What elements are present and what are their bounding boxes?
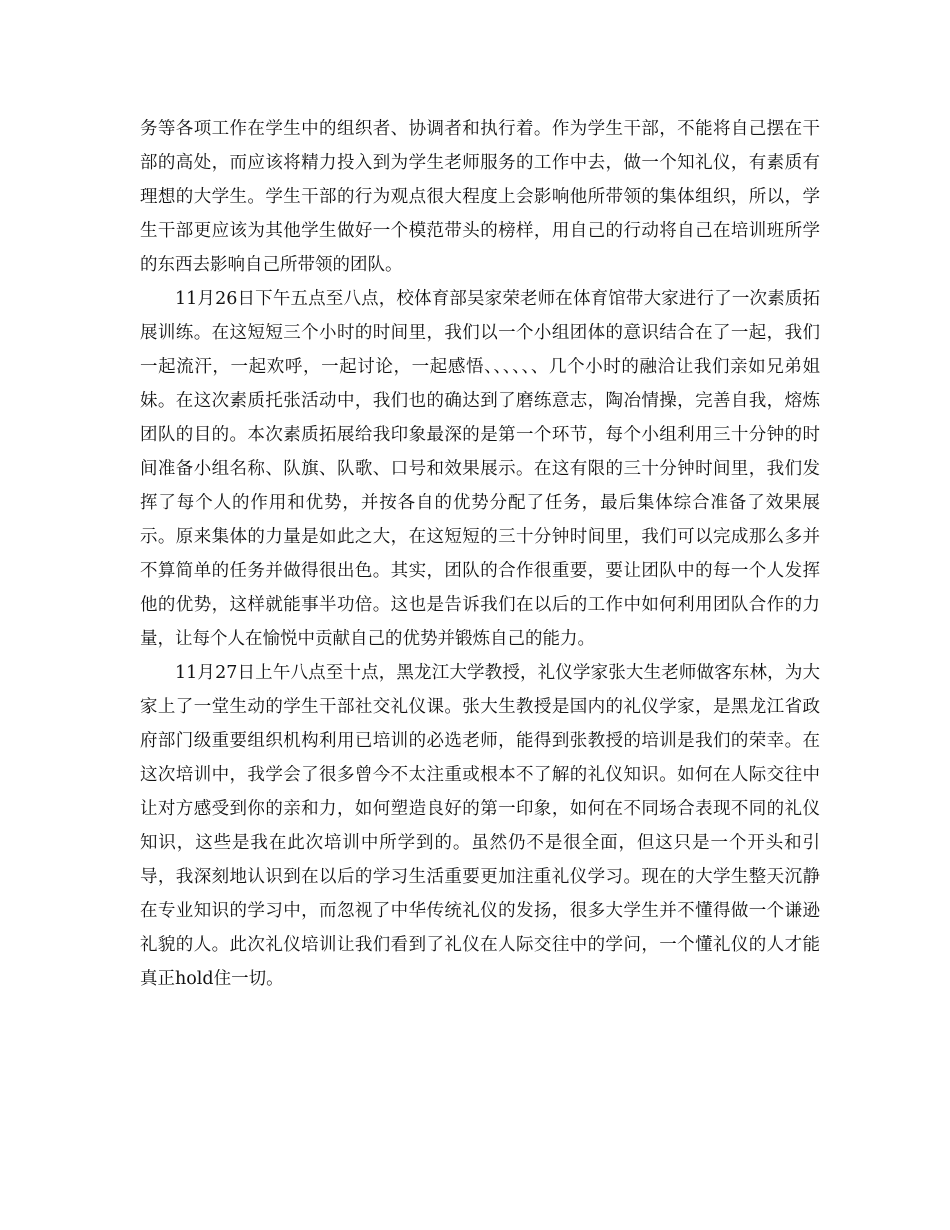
document-page bbox=[140, 112, 820, 996]
paragraph-team-training: 11月26日下午五点至八点，校体育部吴家荣老师在体育馆带大家进行了一次素质拓展训练。在这短短三个小时的时间里，我们以一个小组团体的意识结合在了一起，我们一起流汗，一起欢呼，一起讨论，一起感悟、、、、、、几个小时的融洽让我们亲如兄弟姐妹。在这次素质托张活动中，我们也的确达到了磨练意志，陶冶情操，完善自我，熔炼团队的目的。本次素质拓展给我印象最深的是第一个环节，每个小组利用三十分钟的时间准备小组名称、队旗、队歌、口号和效果展示。在这有限的三十分钟时间里，我们发挥了每个人的作用和优势，并按各自的优势分配了任务，最后集体综合准备了效果展示。原来集体的力量是如此之大，在这短短的三十分钟时间里，我们可以完成那么多并不算简单的任务并做得很出色。其实，团队的合作很重要，要让团队中的每一个人发挥他的优势，这样就能事半功倍。这也是告诉我们在以后的工作中如何利用团队合作的力量，让每个人在愉悦中贡献自己的优势并锻炼自己的能力。 bbox=[140, 289, 820, 649]
paragraph-etiquette-class: 11月27日上午八点至十点，黑龙江大学教授，礼仪学家张大生老师做客东林，为大家上了一堂生动的学生干部社交礼仪课。张大生教授是国内的礼仪学家，是黑龙江省政府部门级重要组织机构利用已培训的必选老师，能得到张教授的培训是我们的荣幸。在这次培训中，我学会了很多曾今不太注重或根本不了解的礼仪知识。如何在人际交往中让对方感受到你的亲和力，如何塑造良好的第一印象，如何在不同场合表现不同的礼仪知识，这些是我在此次培训中所学到的。虽然仍不是很全面，但这只是一个开头和引导，我深刻地认识到在以后的学习生活重要更加注重礼仪学习。现在的大学生整天沉静在专业知识的学习中，而忽视了中华传统礼仪的发扬，很多大学生并不懂得做一个谦逊礼貌的人。此次礼仪培训让我们看到了礼仪在人际交往中的学问，一个懂礼仪的人才能真正hold住一切。 bbox=[140, 663, 820, 989]
paragraph-continuation: 务等各项工作在学生中的组织者、协调者和执行着。作为学生干部，不能将自己摆在干部的高处，而应该将精力投入到为学生老师服务的工作中去，做一个知礼仪，有素质有理想的大学生。学生干部的行为观点很大程度上会影响他所带领的集体组织，所以，学生干部更应该为其他学生做好一个模范带头的榜样，用自己的行动将自己在培训班所学的东西去影响自己所带领的团队。 bbox=[140, 119, 820, 275]
